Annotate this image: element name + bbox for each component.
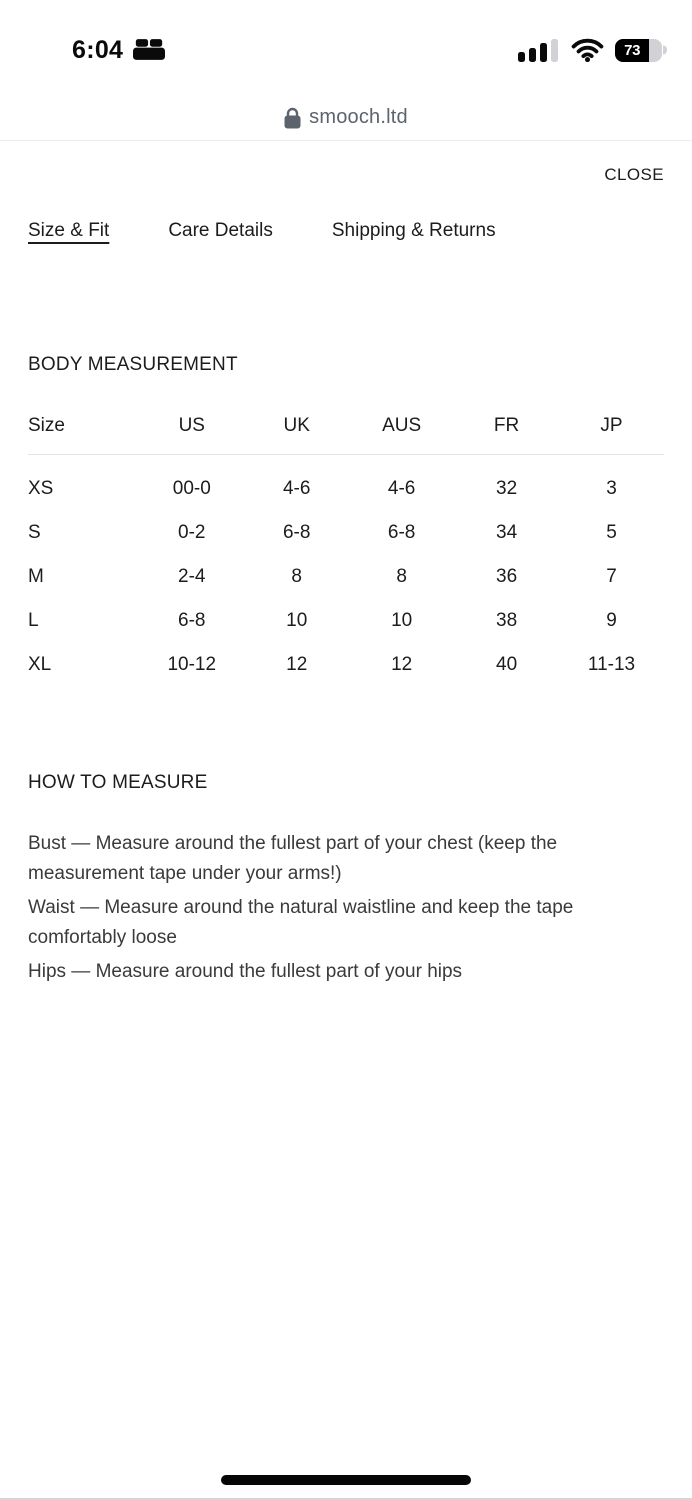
size-value: 6-8 <box>387 522 416 543</box>
size-label: XS <box>28 478 54 499</box>
size-value: 12 <box>286 654 308 675</box>
cellular-signal-icon <box>518 39 560 62</box>
lock-icon <box>284 107 301 129</box>
clock-time: 6:04 <box>72 35 124 64</box>
battery-fill <box>615 39 649 62</box>
status-bar-right <box>518 38 662 62</box>
column-header-uk: UK <box>244 415 349 455</box>
size-value: 40 <box>496 654 518 675</box>
size-value: 2-4 <box>178 566 206 587</box>
measure-instruction: Bust — Measure around the fullest part of your chest (keep the measurement tape under your arms!) <box>28 833 558 884</box>
address-bar[interactable] <box>0 95 692 141</box>
size-value: 36 <box>496 566 518 587</box>
table-row-l <box>28 599 664 643</box>
size-conversion-table <box>28 415 664 687</box>
close-row <box>28 165 664 186</box>
size-value: 4-6 <box>282 478 311 499</box>
column-header-fr: FR <box>454 415 559 455</box>
body-measurement-heading: BODY MEASUREMENT <box>28 354 238 375</box>
column-header-us: US <box>139 415 244 455</box>
size-value: 8 <box>291 566 302 587</box>
measure-instructions <box>28 829 664 987</box>
column-header-jp: JP <box>559 415 664 455</box>
size-value: 34 <box>496 522 518 543</box>
table-row-xl <box>28 643 664 687</box>
bed-icon <box>133 38 165 62</box>
tab-shipping-returns[interactable]: Shipping & Returns <box>332 220 496 247</box>
size-value: 8 <box>396 566 407 587</box>
status-bar-left <box>72 36 165 65</box>
measure-instruction: Waist — Measure around the natural waistline and keep the tape comfortably loose <box>28 897 574 948</box>
tab-size-fit[interactable]: Size & Fit <box>28 220 109 247</box>
url-domain: smooch.ltd <box>309 106 408 128</box>
size-value: 6-8 <box>282 522 311 543</box>
wifi-icon <box>571 38 604 62</box>
battery-percent-label: 73 <box>624 41 641 59</box>
close-button[interactable]: CLOSE <box>604 165 664 184</box>
size-value: 32 <box>496 478 518 499</box>
battery-icon <box>615 39 662 62</box>
size-label: M <box>28 566 44 587</box>
column-header-aus: AUS <box>349 415 454 455</box>
size-label: L <box>28 610 39 631</box>
size-label: XL <box>28 654 52 675</box>
size-value: 9 <box>606 610 617 631</box>
size-guide-modal <box>0 141 692 991</box>
column-header-size: Size <box>28 415 139 455</box>
size-value: 6-8 <box>178 610 206 631</box>
size-value: 00-0 <box>172 478 211 499</box>
table-header-row <box>28 415 664 455</box>
size-value: 3 <box>606 478 617 499</box>
battery-cap <box>663 46 667 55</box>
tab-care-details[interactable]: Care Details <box>168 220 273 247</box>
size-value: 0-2 <box>178 522 206 543</box>
home-indicator[interactable] <box>221 1475 471 1485</box>
size-value: 4-6 <box>387 478 416 499</box>
size-value: 5 <box>606 522 617 543</box>
table-row-xs <box>28 455 664 512</box>
size-value: 11-13 <box>587 654 636 675</box>
status-bar <box>0 28 692 72</box>
table-row-s <box>28 511 664 555</box>
size-value: 38 <box>496 610 518 631</box>
size-label: S <box>28 522 41 543</box>
size-value: 10 <box>391 610 413 631</box>
measure-instruction: Hips — Measure around the fullest part of your hips <box>28 961 463 982</box>
size-value: 7 <box>606 566 617 587</box>
table-row-m <box>28 555 664 599</box>
size-value: 10-12 <box>167 654 217 675</box>
how-to-measure-heading: HOW TO MEASURE <box>28 772 208 793</box>
size-value: 12 <box>391 654 413 675</box>
size-value: 10 <box>286 610 308 631</box>
table-body <box>28 455 664 688</box>
tab-list <box>28 220 664 247</box>
